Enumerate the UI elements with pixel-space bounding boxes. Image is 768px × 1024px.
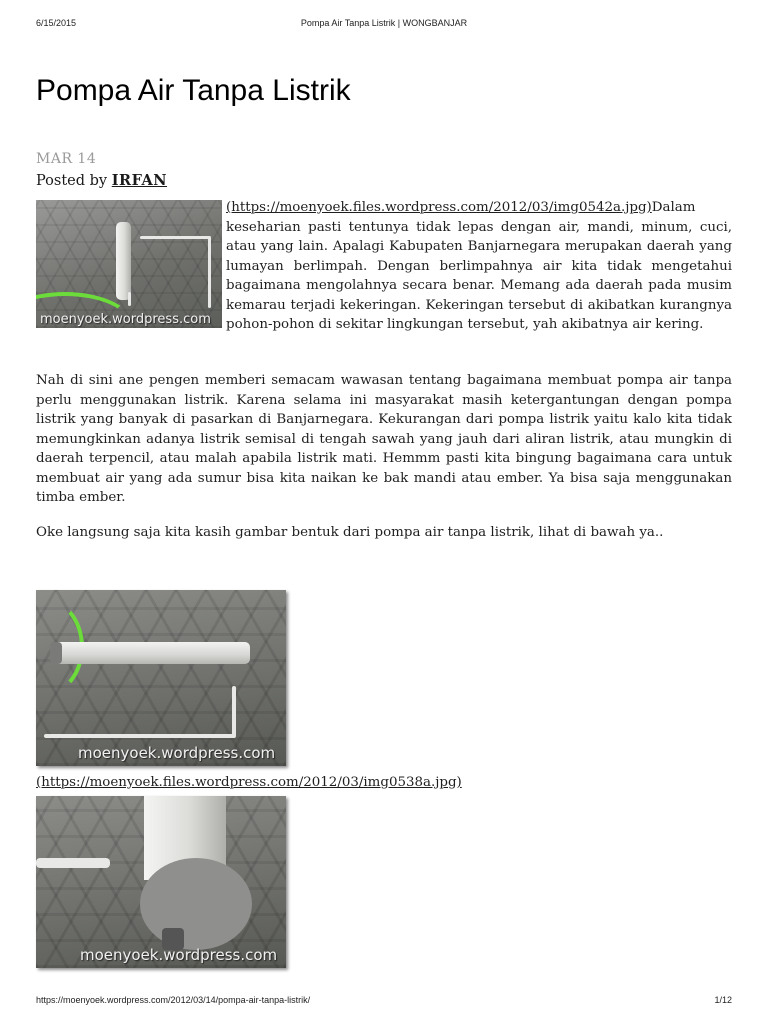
- pump-photo-thumbnail[interactable]: [36, 200, 222, 328]
- pvc-pipe-shape: [54, 642, 250, 664]
- pipe-rod-shape: [232, 686, 236, 736]
- photo-watermark: moenyoek.wordpress.com: [78, 744, 276, 762]
- pipe-cap-shape: [140, 858, 252, 950]
- pipe-rod-shape: [140, 236, 210, 239]
- print-page-title: Pompa Air Tanpa Listrik | WONGBANJAR: [300, 18, 468, 28]
- paragraph-1: Dalam keseharian pasti tentunya tidak lepas dengan air, mandi, minum, cuci, atau yang lain. Apalagi Kabupaten Banjarnegara merupakan daerah yang lumayan berlimpah. Dengan berlimpahnya air kita tidak mengetahui bagaimana mengolahnya secara benar. Memang ada daerah pada musim kemarau terjadi kekeringan. Kekeringan tersebut di akibatkan kurangnya pohon-pohon di sekitar lingkungan tersebut, yah akibatnya air kering.: [226, 200, 732, 332]
- print-date: 6/15/2015: [36, 18, 77, 28]
- post-byline: [36, 172, 167, 189]
- paragraph-2: Nah di sini ane pengen memberi semacam wawasan tentang bagaimana membuat pompa air tanpa perlu menggunakan listrik. Karena selama ini masyarakat masih ketergantungan dengan pompa listrik yang banyak di pasarkan di Banjarnegara. Kekurangan dari pompa listrik yaitu kalo kita tidak memungkinkan adanya listrik semisal di tengah sawah yang jauh dari aliran listrik, atau mungkin di daerah terpencil, atau malah apabila listrik mati. Hemmm pasti kita bingung bagaimana cara untuk membuat air yang ada sumur bisa kita naikan ke bak mandi atau ember. Ya bisa saja menggunakan timba ember.: [36, 373, 732, 505]
- pipe-cap-shape: [50, 642, 62, 664]
- image-link[interactable]: (https://moenyoek.files.wordpress.com/2012/03/img0538a.jpg): [36, 775, 462, 790]
- pump-photo-side-view[interactable]: [36, 590, 286, 766]
- pipe-rod-shape: [208, 236, 211, 308]
- print-page-number: 1/12: [714, 995, 732, 1005]
- photo-watermark: moenyoek.wordpress.com: [40, 312, 211, 327]
- pump-photo-end-view[interactable]: [36, 796, 286, 968]
- pipe-rod-shape: [44, 734, 236, 738]
- paragraph-3: Oke langsung saja kita kasih gambar bentuk dari pompa air tanpa listrik, lihat di bawah ya..: [36, 525, 664, 540]
- posted-by-label: Posted by: [36, 173, 108, 189]
- paragraph-3-block: [36, 523, 732, 543]
- post-title: Pompa Air Tanpa Listrik: [36, 74, 351, 107]
- pipe-rod-shape: [36, 858, 110, 868]
- pipe-elbow-shape: [128, 292, 131, 306]
- paragraph-2-block: [36, 371, 732, 508]
- author-link[interactable]: IRFAN: [111, 172, 168, 189]
- post-date: MAR 14: [36, 151, 97, 167]
- image-link[interactable]: (https://moenyoek.files.wordpress.com/2012/03/img0542a.jpg): [226, 200, 652, 215]
- photo-watermark: moenyoek.wordpress.com: [80, 946, 278, 964]
- pvc-pipe-shape: [116, 222, 131, 300]
- print-url: https://moenyoek.wordpress.com/2012/03/14/pompa-air-tanpa-listrik/: [36, 995, 311, 1005]
- intro-paragraph-block: [36, 198, 732, 335]
